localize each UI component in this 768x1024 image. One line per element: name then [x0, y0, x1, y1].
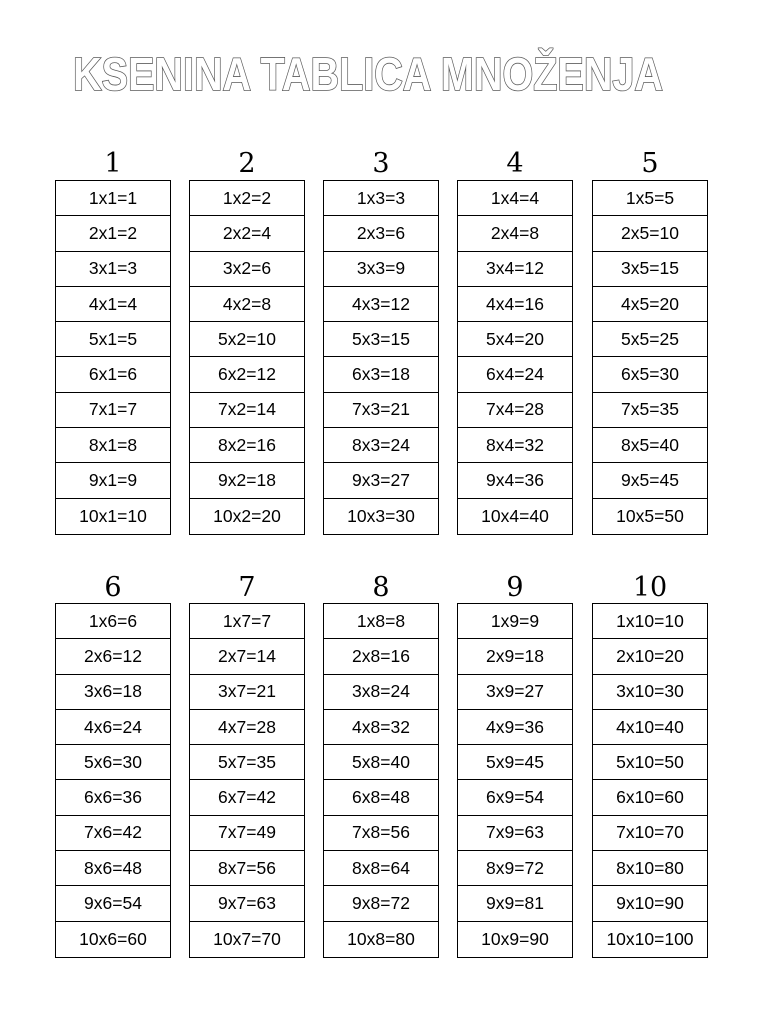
table-row: 2x4=8 [458, 216, 572, 251]
table-row: 7x10=70 [593, 816, 707, 851]
table-row: 10x1=10 [79, 505, 147, 526]
table-row: 9x1=9 [56, 463, 170, 498]
table-box [592, 603, 708, 958]
table-row: 6x5=30 [593, 357, 707, 392]
table-row: 3x3=9 [324, 252, 438, 287]
table-heading: 9 [506, 572, 524, 603]
table-box [457, 180, 573, 535]
table-row: 6x6=36 [56, 780, 170, 815]
table-row: 1x10=10 [593, 604, 707, 639]
table-row: 8x7=56 [190, 851, 304, 886]
table-row: 5x6=30 [56, 745, 170, 780]
table-heading: 4 [506, 148, 524, 179]
table-row: 5x1=5 [56, 322, 170, 357]
table-row: 8x9=72 [458, 851, 572, 886]
table-heading: 5 [641, 148, 659, 179]
table-row: 7x3=21 [324, 393, 438, 428]
table-row: 2x10=20 [593, 639, 707, 674]
table-heading: 3 [372, 148, 390, 179]
table-row: 2x3=6 [324, 216, 438, 251]
table-row: 9x7=63 [190, 886, 304, 921]
table-box [323, 180, 439, 535]
table-row: 1x4=4 [458, 181, 572, 216]
table-row: 2x9=18 [458, 639, 572, 674]
table-row: 5x4=20 [458, 322, 572, 357]
table-row: 4x4=16 [458, 287, 572, 322]
table-row: 9x5=45 [593, 463, 707, 498]
table-row: 1x1=1 [56, 181, 170, 216]
table-heading: 2 [238, 148, 256, 179]
table-row: 2x5=10 [593, 216, 707, 251]
table-row: 6x7=42 [190, 780, 304, 815]
table-row: 3x8=24 [324, 675, 438, 710]
table-row: 3x7=21 [190, 675, 304, 710]
table-row: 6x3=18 [324, 357, 438, 392]
table-row: 8x6=48 [56, 851, 170, 886]
table-row: 4x2=8 [190, 287, 304, 322]
table-row: 9x2=18 [190, 463, 304, 498]
table-row: 6x9=54 [458, 780, 572, 815]
table-row: 4x5=20 [593, 287, 707, 322]
table-row: 7x9=63 [458, 816, 572, 851]
page-title-text: KSENINA TABLICA MNOŽENJA [73, 48, 663, 100]
table-row: 2x6=12 [56, 639, 170, 674]
table-row: 10x5=50 [616, 505, 684, 526]
table-row: 3x2=6 [190, 252, 304, 287]
table-row: 10x6=60 [79, 928, 147, 949]
table-row: 3x6=18 [56, 675, 170, 710]
table-box [189, 603, 305, 958]
table-row: 9x3=27 [324, 463, 438, 498]
table-row: 6x10=60 [593, 780, 707, 815]
table-row: 6x4=24 [458, 357, 572, 392]
table-row: 4x1=4 [56, 287, 170, 322]
table-row: 3x9=27 [458, 675, 572, 710]
table-row: 7x4=28 [458, 393, 572, 428]
table-row: 1x7=7 [190, 604, 304, 639]
table-row: 10x10=100 [606, 928, 694, 949]
table-row: 5x5=25 [593, 322, 707, 357]
table-row: 8x1=8 [56, 428, 170, 463]
table-heading: 10 [632, 572, 668, 603]
table-row: 1x5=5 [593, 181, 707, 216]
table-row: 10x9=90 [481, 928, 549, 949]
table-row: 8x8=64 [324, 851, 438, 886]
table-heading: 1 [104, 148, 122, 179]
table-row: 2x7=14 [190, 639, 304, 674]
table-row: 1x9=9 [458, 604, 572, 639]
table-box [592, 180, 708, 535]
table-row: 2x2=4 [190, 216, 304, 251]
table-row: 4x8=32 [324, 710, 438, 745]
table-box [55, 180, 171, 535]
table-row: 2x1=2 [56, 216, 170, 251]
table-row: 10x2=20 [213, 505, 281, 526]
table-row: 3x5=15 [593, 252, 707, 287]
table-heading: 6 [104, 572, 122, 603]
table-row: 7x6=42 [56, 816, 170, 851]
table-box [323, 603, 439, 958]
table-row: 1x6=6 [56, 604, 170, 639]
table-row: 3x1=3 [56, 252, 170, 287]
table-row: 7x5=35 [593, 393, 707, 428]
table-row: 4x3=12 [324, 287, 438, 322]
table-row: 10x7=70 [213, 928, 281, 949]
table-row: 6x8=48 [324, 780, 438, 815]
table-row: 6x2=12 [190, 357, 304, 392]
table-row: 10x8=80 [347, 928, 415, 949]
table-row: 1x3=3 [324, 181, 438, 216]
table-row: 5x9=45 [458, 745, 572, 780]
table-row: 9x9=81 [458, 886, 572, 921]
table-box [55, 603, 171, 958]
table-row: 5x3=15 [324, 322, 438, 357]
table-row: 4x10=40 [593, 710, 707, 745]
table-row: 9x10=90 [593, 886, 707, 921]
table-row: 9x4=36 [458, 463, 572, 498]
table-row: 8x5=40 [593, 428, 707, 463]
table-row: 5x2=10 [190, 322, 304, 357]
table-row: 8x10=80 [593, 851, 707, 886]
table-row: 10x4=40 [481, 505, 549, 526]
table-heading: 8 [372, 572, 390, 603]
table-row: 3x4=12 [458, 252, 572, 287]
table-row: 5x7=35 [190, 745, 304, 780]
table-box [457, 603, 573, 958]
table-row: 9x8=72 [324, 886, 438, 921]
table-row: 7x7=49 [190, 816, 304, 851]
table-row: 4x7=28 [190, 710, 304, 745]
table-row: 8x2=16 [190, 428, 304, 463]
table-row: 9x6=54 [56, 886, 170, 921]
table-row: 7x2=14 [190, 393, 304, 428]
table-row: 1x8=8 [324, 604, 438, 639]
table-row: 5x8=40 [324, 745, 438, 780]
table-heading: 7 [238, 572, 256, 603]
table-row: 8x4=32 [458, 428, 572, 463]
table-row: 4x9=36 [458, 710, 572, 745]
table-row: 8x3=24 [324, 428, 438, 463]
table-row: 2x8=16 [324, 639, 438, 674]
table-row: 4x6=24 [56, 710, 170, 745]
table-box [189, 180, 305, 535]
page-title [0, 38, 768, 108]
table-row: 10x3=30 [347, 505, 415, 526]
table-row: 1x2=2 [190, 181, 304, 216]
table-row: 5x10=50 [593, 745, 707, 780]
table-row: 7x8=56 [324, 816, 438, 851]
table-row: 6x1=6 [56, 357, 170, 392]
table-row: 3x10=30 [593, 675, 707, 710]
table-row: 7x1=7 [56, 393, 170, 428]
